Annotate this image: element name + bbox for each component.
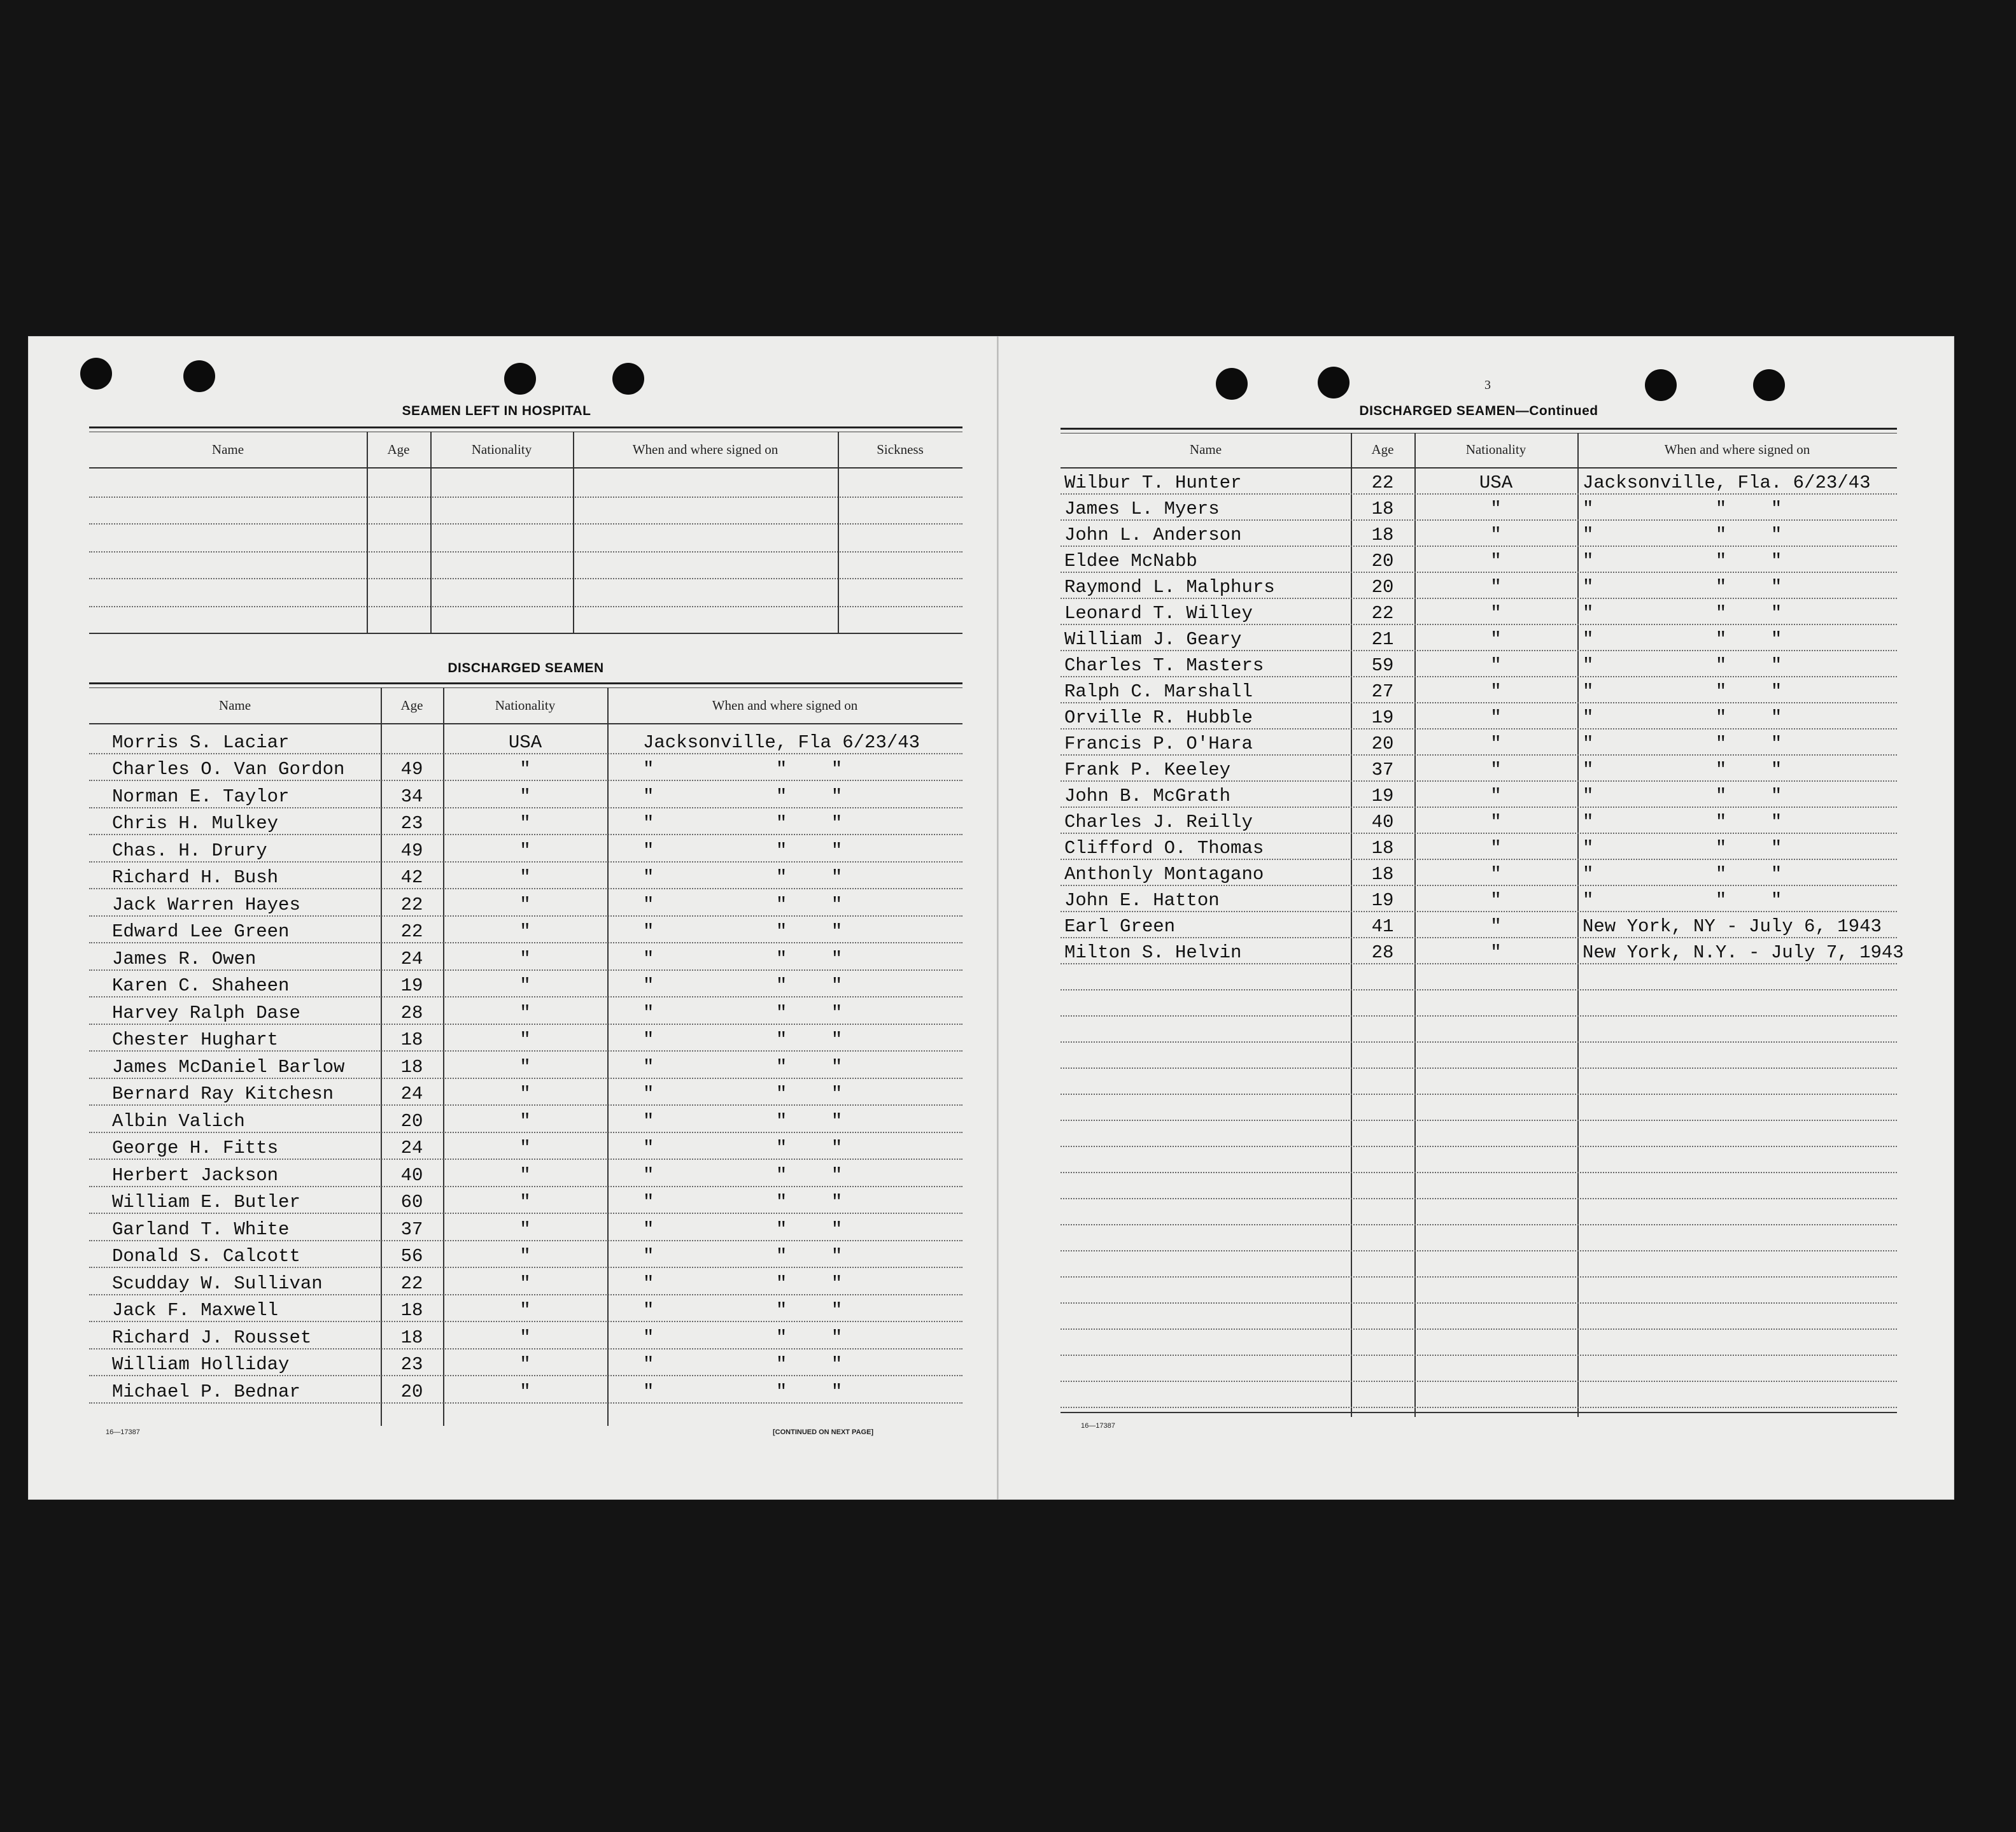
signed-on-place-date: " " "	[643, 1002, 843, 1024]
seaman-age: 20	[400, 1110, 423, 1132]
seaman-age: 40	[400, 1164, 423, 1186]
seaman-name: Norman E. Taylor	[112, 786, 290, 807]
seaman-nationality: "	[519, 813, 531, 834]
seaman-name: George H. Fitts	[112, 1138, 279, 1159]
seaman-age: 22	[1371, 603, 1394, 624]
seaman-age: 28	[1371, 942, 1394, 963]
signed-on-place-date: " " "	[1582, 838, 1782, 859]
seaman-nationality: "	[1490, 890, 1502, 911]
seaman-age: 18	[400, 1300, 423, 1321]
seaman-age: 23	[400, 1354, 423, 1375]
seaman-name: Chris H. Mulkey	[112, 813, 279, 834]
seaman-name: Anthonly Montagano	[1064, 864, 1264, 885]
seaman-nationality: "	[519, 948, 531, 969]
column-header-signed-on: When and where signed on	[712, 698, 858, 713]
table-row	[1061, 625, 1897, 651]
seaman-nationality: "	[1490, 733, 1502, 754]
seaman-nationality: "	[1490, 525, 1502, 546]
seaman-nationality: "	[519, 1002, 531, 1024]
seaman-age: 37	[1371, 759, 1394, 780]
seaman-nationality: "	[519, 1381, 531, 1402]
seaman-age: 18	[400, 1056, 423, 1078]
seaman-name: Donald S. Calcott	[112, 1246, 300, 1267]
hospital-table	[89, 426, 962, 662]
signed-on-place-date: " " "	[1582, 786, 1782, 807]
seaman-nationality: "	[1490, 838, 1502, 859]
signed-on-place-date: " " "	[643, 1192, 843, 1213]
signed-on-place-date: " " "	[643, 948, 843, 969]
seaman-name: Charles J. Reilly	[1064, 812, 1253, 833]
table-row	[1061, 834, 1897, 860]
table-row	[89, 781, 962, 808]
right-page	[998, 336, 1954, 1500]
table-row	[1061, 938, 1904, 964]
seaman-age: 37	[400, 1218, 423, 1240]
signed-on-place-date: " " "	[1582, 498, 1782, 519]
seaman-age: 41	[1371, 916, 1394, 937]
seaman-name: Michael P. Bednar	[112, 1381, 300, 1402]
punch-hole	[1216, 368, 1248, 400]
seaman-nationality: "	[1490, 577, 1502, 598]
table-row	[89, 943, 962, 971]
seaman-name: Charles T. Masters	[1064, 655, 1264, 676]
signed-on-place-date: " " "	[643, 840, 843, 861]
seaman-name: Raymond L. Malphurs	[1064, 577, 1275, 598]
form-number: 16—17387	[1081, 1422, 1115, 1430]
table-row	[89, 754, 962, 782]
seaman-name: Jack Warren Hayes	[112, 894, 300, 915]
signed-on-place-date: " " "	[1582, 890, 1782, 911]
table-row	[1061, 651, 1897, 677]
seaman-name: Richard H. Bush	[112, 867, 279, 888]
table-row	[1061, 521, 1897, 547]
table-row	[89, 808, 962, 836]
punch-hole	[504, 363, 536, 395]
seaman-nationality: "	[519, 1218, 531, 1240]
seaman-nationality: "	[519, 1056, 531, 1078]
signed-on-place-date: Jacksonville, Fla. 6/23/43	[1582, 472, 1871, 493]
signed-on-place-date: " " "	[643, 894, 843, 915]
table-row	[89, 1160, 962, 1187]
seaman-name: John L. Anderson	[1064, 525, 1242, 546]
seaman-age: 22	[400, 894, 423, 915]
signed-on-place-date: New York, N.Y. - July 7, 1943	[1582, 942, 1904, 963]
column-header-name: Name	[1189, 442, 1222, 457]
seaman-age: 23	[400, 813, 423, 834]
seaman-nationality: "	[519, 1354, 531, 1375]
table-row	[1061, 547, 1897, 573]
continued-note: [CONTINUED ON NEXT PAGE]	[773, 1428, 874, 1436]
seaman-age: 18	[1371, 864, 1394, 885]
signed-on-place-date: " " "	[643, 1110, 843, 1132]
seaman-nationality: "	[1490, 629, 1502, 650]
seaman-nationality: "	[1490, 916, 1502, 937]
seaman-nationality: "	[519, 1272, 531, 1294]
table-row	[89, 1322, 962, 1349]
seaman-age: 42	[400, 867, 423, 888]
table-row	[89, 1295, 962, 1323]
seaman-name: Clifford O. Thomas	[1064, 838, 1264, 859]
seaman-name: Karen C. Shaheen	[112, 975, 290, 996]
seaman-name: John B. McGrath	[1064, 786, 1231, 807]
seaman-name: James McDaniel Barlow	[112, 1056, 345, 1078]
seaman-age: 24	[400, 1083, 423, 1104]
table-row	[89, 997, 962, 1025]
hospital-section-title: SEAMEN LEFT IN HOSPITAL	[402, 404, 591, 418]
table-row	[89, 1241, 962, 1269]
seaman-nationality: "	[1490, 759, 1502, 780]
table-row	[1061, 782, 1897, 808]
table-row	[89, 1133, 962, 1160]
seaman-age: 59	[1371, 655, 1394, 676]
seaman-age: 22	[1371, 472, 1394, 493]
seaman-nationality: "	[1490, 603, 1502, 624]
seaman-nationality: "	[519, 1246, 531, 1267]
seaman-name: Edward Lee Green	[112, 921, 290, 942]
signed-on-place-date: " " "	[1582, 681, 1782, 702]
signed-on-place-date: " " "	[1582, 577, 1782, 598]
column-header-age: Age	[387, 442, 410, 457]
signed-on-place-date: " " "	[643, 1300, 843, 1321]
seaman-name: William Holliday	[112, 1354, 290, 1375]
seaman-name: Ralph C. Marshall	[1064, 681, 1253, 702]
signed-on-place-date: " " "	[643, 1381, 843, 1402]
table-row	[1061, 703, 1897, 729]
punch-hole	[1645, 369, 1677, 401]
signed-on-place-date: " " "	[643, 1218, 843, 1240]
seaman-age: 20	[1371, 733, 1394, 754]
column-header-sickness: Sickness	[877, 442, 924, 457]
column-header-signed-on: When and where signed on	[1664, 442, 1810, 457]
signed-on-place-date: " " "	[643, 1272, 843, 1294]
seaman-name: Charles O. Van Gordon	[112, 759, 345, 780]
seaman-nationality: "	[1490, 942, 1502, 963]
table-row	[89, 889, 962, 917]
signed-on-place-date: " " "	[1582, 812, 1782, 833]
seaman-nationality: "	[519, 759, 531, 780]
page-number: 3	[1484, 378, 1491, 392]
seaman-nationality: "	[1490, 551, 1502, 572]
seaman-nationality: "	[1490, 707, 1502, 728]
signed-on-place-date: " " "	[1582, 603, 1782, 624]
seaman-name: Herbert Jackson	[112, 1164, 279, 1186]
discharged-section-title: DISCHARGED SEAMEN	[448, 661, 604, 675]
signed-on-place-date: " " "	[643, 1354, 843, 1375]
seaman-name: Eldee McNabb	[1064, 551, 1197, 572]
seaman-nationality: USA	[508, 731, 542, 753]
table-row	[1061, 573, 1897, 599]
seaman-age: 34	[400, 786, 423, 807]
signed-on-place-date: " " "	[1582, 525, 1782, 546]
discharged-table-continued	[1061, 428, 1904, 1414]
seaman-name: John E. Hatton	[1064, 890, 1220, 911]
table-row	[1061, 599, 1897, 625]
seaman-name: Albin Valich	[112, 1110, 245, 1132]
signed-on-place-date: Jacksonville, Fla 6/23/43	[643, 731, 920, 753]
seaman-name: William J. Geary	[1064, 629, 1242, 650]
table-row	[89, 1268, 962, 1295]
table-row	[1061, 729, 1897, 756]
punch-hole	[80, 358, 112, 390]
form-number: 16—17387	[106, 1428, 140, 1436]
table-row	[1061, 677, 1897, 703]
seaman-age: 20	[400, 1381, 423, 1402]
table-row	[89, 1052, 962, 1079]
seaman-nationality: USA	[1479, 472, 1513, 493]
table-row	[1061, 912, 1897, 938]
seaman-name: Orville R. Hubble	[1064, 707, 1253, 728]
column-header-nationality: Nationality	[1465, 442, 1526, 457]
signed-on-place-date: " " "	[1582, 707, 1782, 728]
seaman-nationality: "	[1490, 786, 1502, 807]
table-row	[1061, 756, 1897, 782]
seaman-age: 20	[1371, 551, 1394, 572]
column-header-age: Age	[1371, 442, 1394, 457]
discharged-table	[89, 682, 962, 1421]
seaman-nationality: "	[519, 975, 531, 996]
signed-on-place-date: " " "	[643, 1083, 843, 1104]
seaman-nationality: "	[519, 1029, 531, 1050]
table-row	[89, 727, 962, 754]
seaman-nationality: "	[519, 840, 531, 861]
seaman-nationality: "	[519, 1110, 531, 1132]
column-header-name: Name	[211, 442, 244, 457]
seaman-name: Harvey Ralph Dase	[112, 1002, 300, 1024]
table-row	[1061, 495, 1897, 521]
signed-on-place-date: " " "	[643, 975, 843, 996]
seaman-age: 18	[1371, 838, 1394, 859]
seaman-age: 56	[400, 1246, 423, 1267]
seaman-name: Richard J. Rousset	[112, 1327, 312, 1348]
seaman-nationality: "	[519, 1164, 531, 1186]
seaman-nationality: "	[1490, 498, 1502, 519]
signed-on-place-date: " " "	[1582, 759, 1782, 780]
seaman-nationality: "	[1490, 812, 1502, 833]
table-row	[89, 1025, 962, 1052]
seaman-nationality: "	[1490, 655, 1502, 676]
signed-on-place-date: " " "	[643, 1138, 843, 1159]
seaman-age: 18	[400, 1327, 423, 1348]
table-row	[89, 1349, 962, 1377]
table-row	[89, 1214, 962, 1241]
table-row	[89, 971, 962, 998]
signed-on-place-date: " " "	[643, 1164, 843, 1186]
seaman-name: William E. Butler	[112, 1192, 300, 1213]
seaman-name: Morris S. Laciar	[112, 731, 290, 753]
seaman-nationality: "	[519, 894, 531, 915]
seaman-name: Jack F. Maxwell	[112, 1300, 279, 1321]
seaman-name: Bernard Ray Kitchesn	[112, 1083, 334, 1104]
seaman-age: 28	[400, 1002, 423, 1024]
seaman-nationality: "	[1490, 864, 1502, 885]
table-row	[1061, 808, 1897, 834]
column-header-nationality: Nationality	[495, 698, 556, 713]
table-row	[89, 835, 962, 863]
seaman-age: 40	[1371, 812, 1394, 833]
seaman-nationality: "	[519, 1327, 531, 1348]
seaman-name: James R. Owen	[112, 948, 257, 969]
seaman-age: 22	[400, 921, 423, 942]
seaman-age: 19	[1371, 707, 1394, 728]
table-row	[1061, 469, 1897, 495]
seaman-name: Frank P. Keeley	[1064, 759, 1231, 780]
seaman-name: Chas. H. Drury	[112, 840, 267, 861]
punch-hole	[1318, 367, 1350, 398]
column-header-nationality: Nationality	[471, 442, 532, 457]
seaman-age: 27	[1371, 681, 1394, 702]
seaman-nationality: "	[519, 1192, 531, 1213]
signed-on-place-date: " " "	[1582, 551, 1782, 572]
seaman-nationality: "	[519, 867, 531, 888]
seaman-name: Earl Green	[1064, 916, 1176, 937]
signed-on-place-date: " " "	[1582, 629, 1782, 650]
seaman-nationality: "	[519, 1138, 531, 1159]
table-row	[89, 1106, 962, 1133]
seaman-age: 60	[400, 1192, 423, 1213]
signed-on-place-date: " " "	[1582, 733, 1782, 754]
seaman-name: Milton S. Helvin	[1064, 942, 1242, 963]
seaman-age: 22	[400, 1272, 423, 1294]
discharged-continued-title: DISCHARGED SEAMEN—Continued	[1359, 404, 1598, 418]
seaman-nationality: "	[519, 786, 531, 807]
punch-hole	[1753, 369, 1785, 401]
column-header-name: Name	[218, 698, 251, 713]
signed-on-place-date: " " "	[643, 921, 843, 942]
table-row	[1061, 886, 1897, 912]
punch-hole	[612, 363, 644, 395]
seaman-age: 20	[1371, 577, 1394, 598]
signed-on-place-date: " " "	[643, 759, 843, 780]
signed-on-place-date: " " "	[643, 813, 843, 834]
signed-on-place-date: " " "	[643, 1246, 843, 1267]
signed-on-place-date: " " "	[1582, 655, 1782, 676]
seaman-age: 19	[400, 975, 423, 996]
seaman-nationality: "	[519, 1300, 531, 1321]
table-row	[1061, 860, 1897, 886]
signed-on-place-date: " " "	[643, 1029, 843, 1050]
seaman-age: 18	[1371, 525, 1394, 546]
seaman-age: 49	[400, 759, 423, 780]
seaman-nationality: "	[1490, 681, 1502, 702]
table-row	[89, 917, 962, 944]
table-row	[89, 1376, 962, 1404]
seaman-name: Garland T. White	[112, 1218, 290, 1240]
seaman-age: 19	[1371, 890, 1394, 911]
column-header-age: Age	[400, 698, 423, 713]
seaman-age: 19	[1371, 786, 1394, 807]
signed-on-place-date: " " "	[643, 867, 843, 888]
table-row	[89, 863, 962, 890]
signed-on-place-date: " " "	[643, 1327, 843, 1348]
signed-on-place-date: " " "	[1582, 864, 1782, 885]
punch-hole	[183, 360, 215, 392]
table-row	[89, 1187, 962, 1215]
seaman-age: 24	[400, 948, 423, 969]
seaman-name: Chester Hughart	[112, 1029, 279, 1050]
seaman-age: 24	[400, 1138, 423, 1159]
seaman-name: Francis P. O'Hara	[1064, 733, 1253, 754]
seaman-name: Wilbur T. Hunter	[1064, 472, 1242, 493]
seaman-name: James L. Myers	[1064, 498, 1220, 519]
table-row	[89, 1079, 962, 1106]
seaman-age: 21	[1371, 629, 1394, 650]
signed-on-place-date: New York, NY - July 6, 1943	[1582, 916, 1882, 937]
column-header-signed-on: When and where signed on	[632, 442, 779, 457]
left-page	[28, 336, 998, 1500]
signed-on-place-date: " " "	[643, 1056, 843, 1078]
seaman-age: 18	[1371, 498, 1394, 519]
seaman-nationality: "	[519, 1083, 531, 1104]
seaman-age: 18	[400, 1029, 423, 1050]
seaman-name: Leonard T. Willey	[1064, 603, 1253, 624]
seaman-nationality: "	[519, 921, 531, 942]
signed-on-place-date: " " "	[643, 786, 843, 807]
seaman-name: Scudday W. Sullivan	[112, 1272, 323, 1294]
seaman-age: 49	[400, 840, 423, 861]
